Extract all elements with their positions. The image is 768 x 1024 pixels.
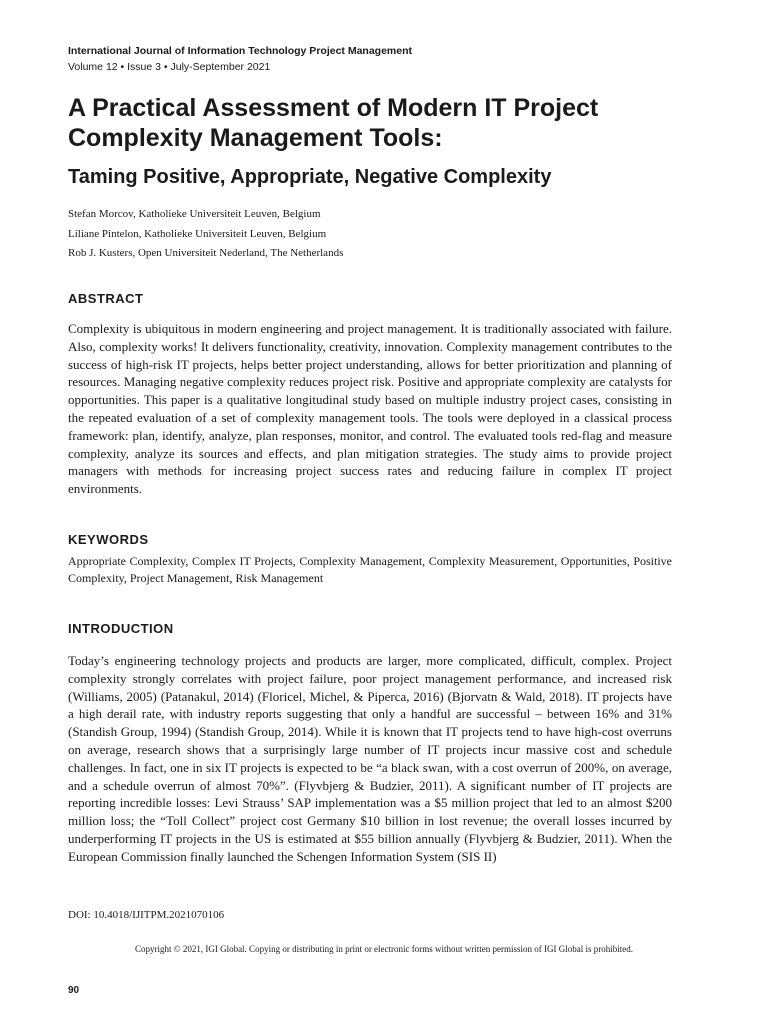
introduction-text: Today’s engineering technology projects and products are larger, more complicated, difficult, complex. Project complexity strongly correlates with project failure, poor project management performance, and increased risk (Williams, 2005) (Patanakul, 2014) (Floricel, Michel, & Piperca, 2016) (Bjorvatn & Wald, 2018). IT projects have a high derail rate, with industry reports suggesting that only a handful are successful – between 16% and 31% (Standish Group, 1994) (Standish Group, 2014). While it is known that IT projects tend to have high-cost overruns on average, research shows that a surprisingly large number of IT projects incur massive cost and schedule challenges. In fact, one in six IT projects is expected to be “a black swan, with a cost overrun of 200%, on average, and a schedule overrun of almost 70%”. (Flyvbjerg & Budzier, 2011). A significant number of IT projects are reporting incredible losses: Levi Strauss’ SAP implementation was a $5 million project that led to an almost $200 million loss; the “Toll Collect” project cost Germany $10 billion in lost revenue; the overall losses incurred by underperforming IT projects in the US is estimated at $55 billion annually (Flyvbjerg & Budzier, 2011). When the European Commission finally launched the Schengen Information System (SIS II) bbox=[68, 653, 672, 864]
author-affiliation: Stefan Morcov, Katholieke Universiteit Leuven, Belgium bbox=[68, 208, 321, 220]
doi-link[interactable]: DOI: 10.4018/IJITPM.2021070106 bbox=[68, 909, 225, 921]
page-number: 90 bbox=[68, 985, 80, 996]
author-affiliation: Rob J. Kusters, Open Universiteit Nederland, The Netherlands bbox=[68, 247, 344, 259]
journal-issue: Volume 12 • Issue 3 • July-September 2021 bbox=[68, 61, 271, 73]
keywords-heading: KEYWORDS bbox=[68, 532, 149, 547]
keywords-text: Appropriate Complexity, Complex IT Projects, Complexity Management, Complexity Measurement, Opportunities, Positive Complexity, Project Management, Risk Management bbox=[68, 554, 672, 585]
abstract-heading: ABSTRACT bbox=[68, 291, 144, 306]
article-subtitle: Taming Positive, Appropriate, Negative Complexity bbox=[68, 166, 552, 188]
author-affiliation: Liliane Pintelon, Katholieke Universiteit Leuven, Belgium bbox=[68, 227, 327, 240]
article-title: A Practical Assessment of Modern IT Project Complexity Management Tools: bbox=[68, 94, 599, 152]
introduction-heading: INTRODUCTION bbox=[68, 621, 174, 636]
author-list bbox=[68, 205, 343, 264]
copyright-notice: Copyright © 2021, IGI Global. Copying or distributing in print or electronic forms without written permission of IGI Global is prohibited. bbox=[134, 944, 634, 954]
journal-name: International Journal of Information Technology Project Management bbox=[68, 45, 413, 57]
abstract-text: Complexity is ubiquitous in modern engineering and project management. It is traditionally associated with failure. Also, complexity works! It delivers functionality, creativity, innovation. Complexity management contributes to the success of high-risk IT projects, helps better project understanding, allows for better prioritization and planning of resources. Managing negative complexity reduces project risk. Positive and appropriate complexity are catalysts for opportunities. This paper is a qualitative longitudinal study based on multiple industry project cases, consisting in the repeated evaluation of a set of complexity management tools. The tools were deployed in a classical process framework: plan, identify, analyze, plan responses, monitor, and control. The evaluated tools red-flag and measure complexity, analyze its sources and effects, and plan mitigation strategies. The study aims to provide project managers with methods for increasing project success rates and reducing failure in complex IT project environments. bbox=[68, 321, 672, 497]
